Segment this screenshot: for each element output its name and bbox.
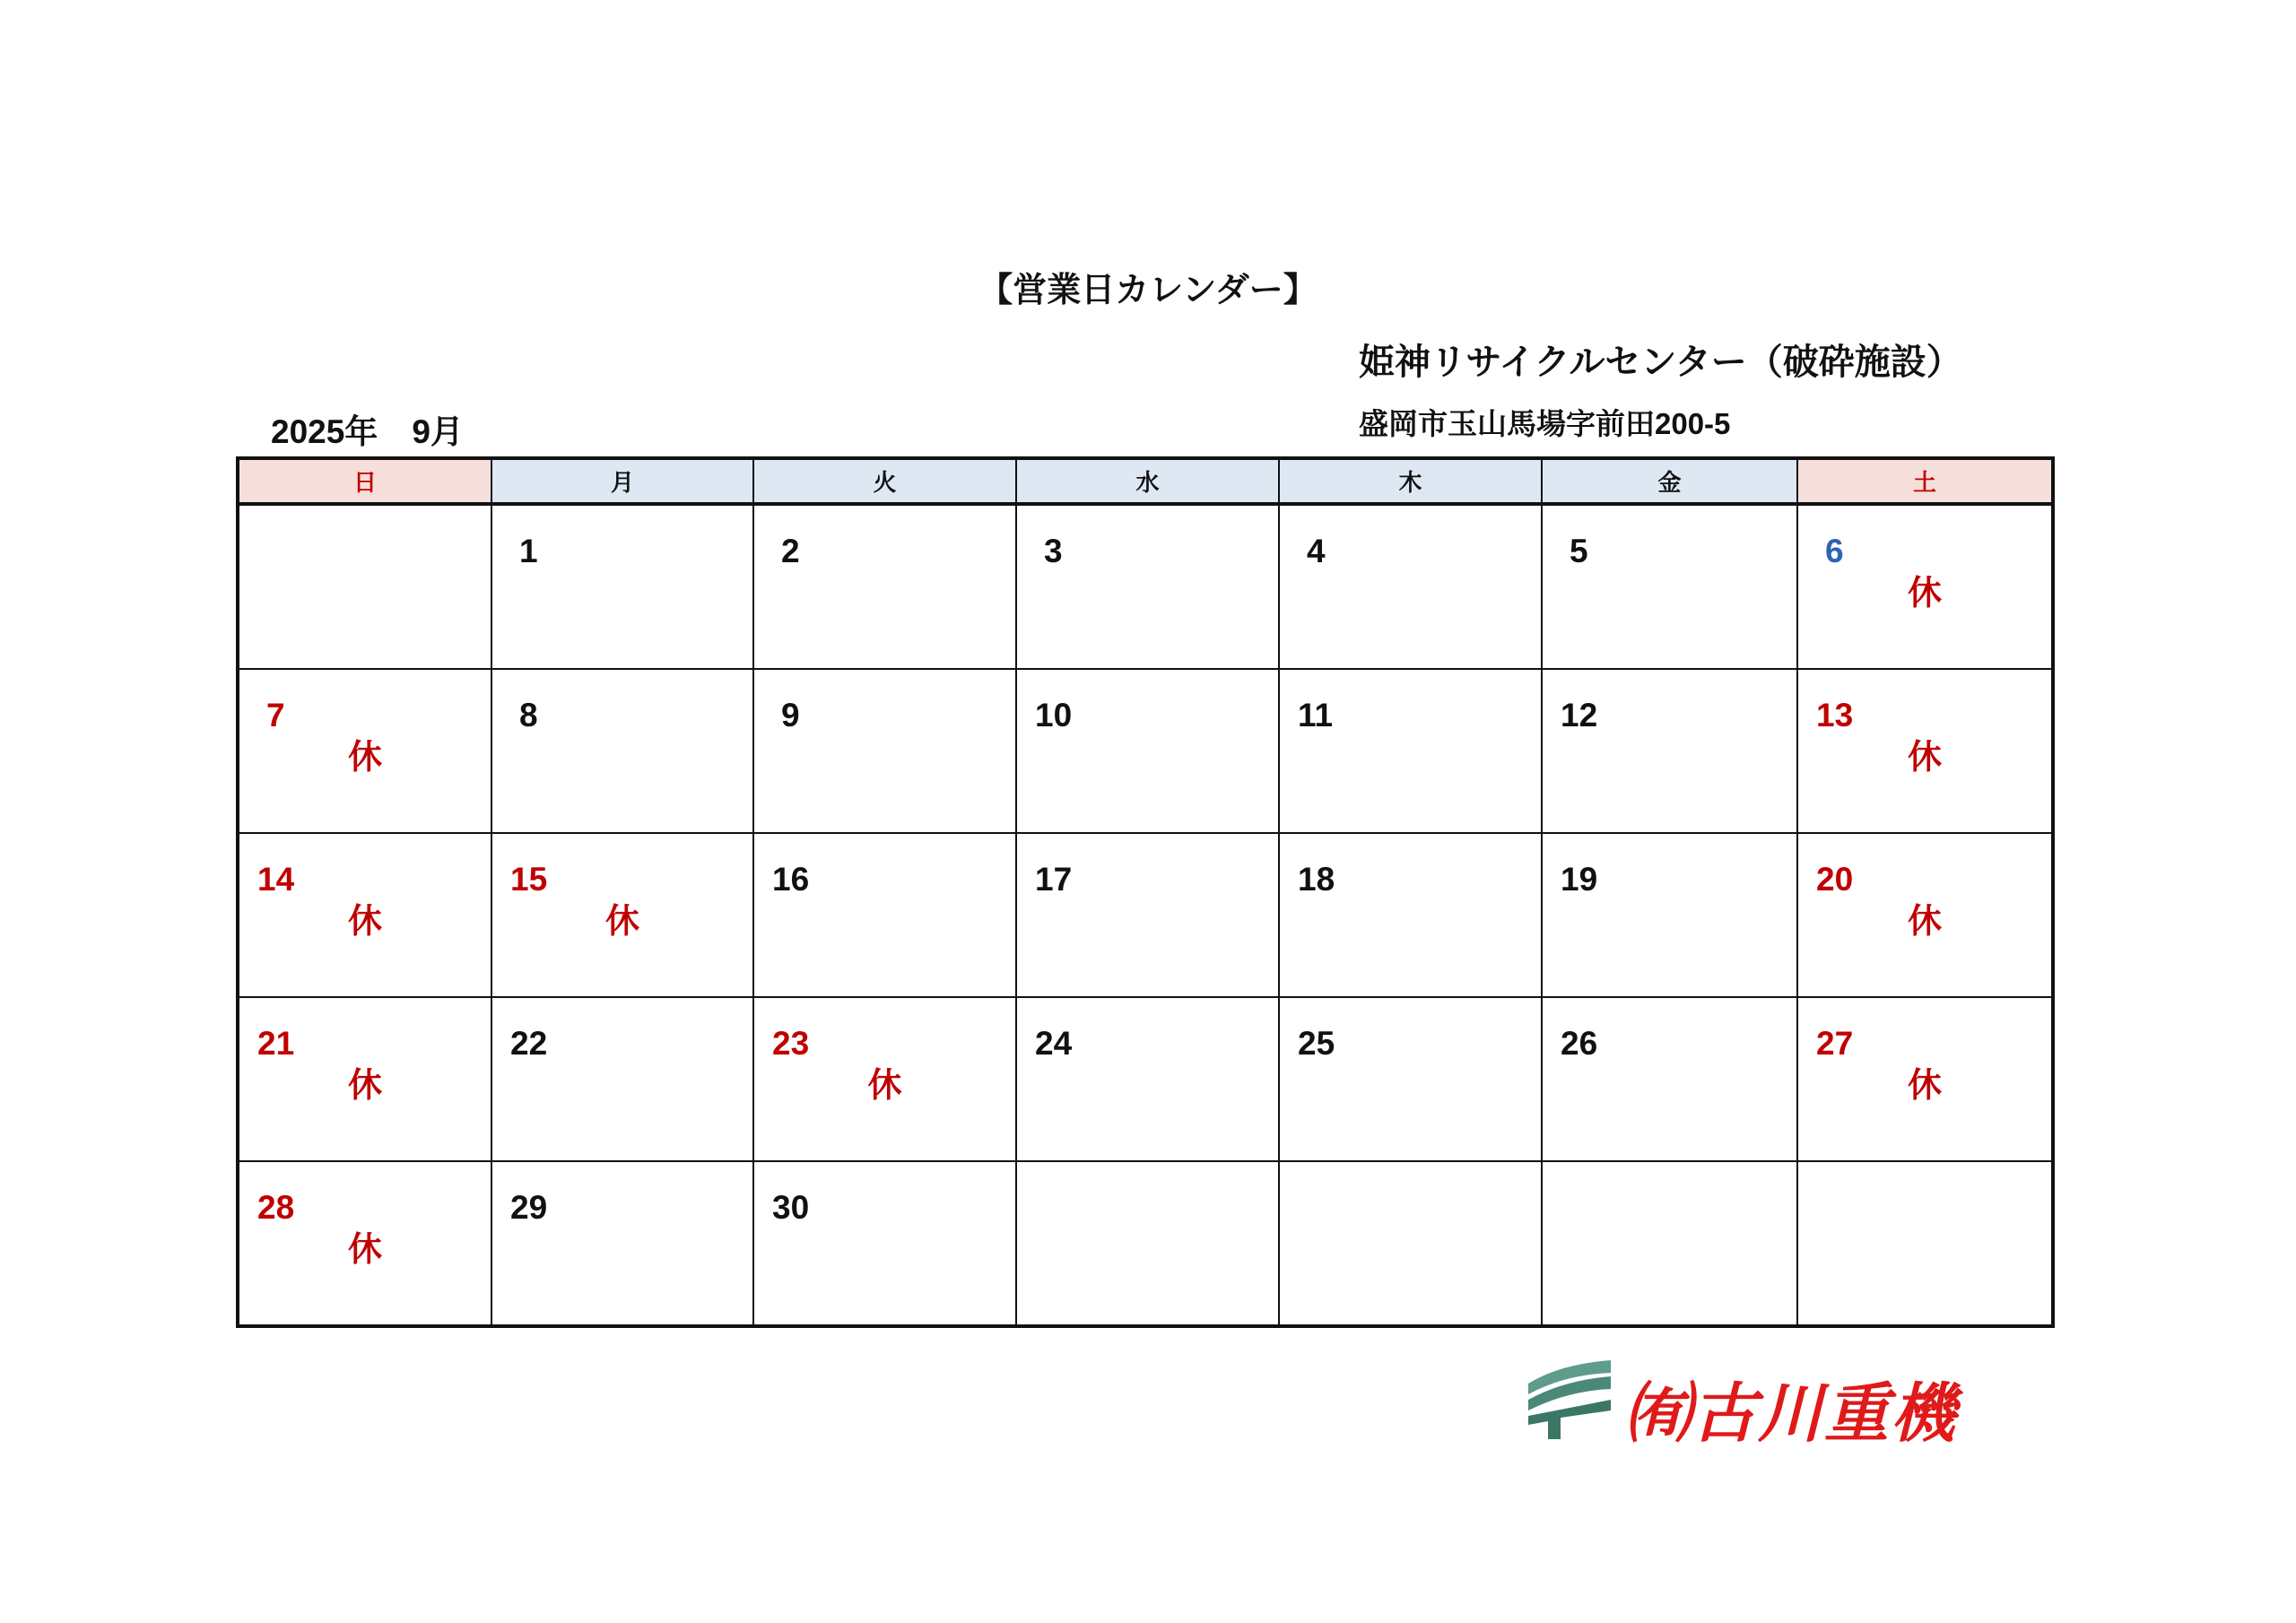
calendar-day-cell (238, 833, 491, 997)
page-title: 【営業日カレンダー】 (978, 272, 1318, 309)
day-number: 30 (772, 1189, 810, 1226)
weekday-header-sat: 土 (1797, 458, 2053, 504)
day-number: 29 (510, 1189, 548, 1226)
day-number: 28 (257, 1189, 295, 1226)
weekday-header-tue: 火 (753, 458, 1016, 504)
closed-marker: 休 (1907, 903, 1942, 941)
day-number: 18 (1298, 861, 1335, 898)
calendar-day-cell (753, 1161, 1016, 1326)
company-name: ㈲古川重機 (1625, 1376, 1958, 1451)
day-number: 27 (1816, 1025, 1854, 1062)
calendar-week-row (238, 504, 2053, 669)
closed-marker: 休 (1907, 739, 1942, 777)
weekday-header-fri: 金 (1542, 458, 1797, 504)
closed-marker: 休 (1907, 575, 1942, 612)
company-logo-mark (1525, 1358, 1614, 1439)
day-number: 4 (1307, 533, 1326, 569)
closed-marker: 休 (347, 1231, 382, 1269)
closed-marker: 休 (347, 1067, 382, 1105)
calendar-day-cell (753, 669, 1016, 833)
calendar-day-cell (753, 833, 1016, 997)
day-number: 25 (1298, 1025, 1335, 1062)
calendar-day-cell (1279, 997, 1542, 1161)
closed-marker: 休 (347, 903, 382, 941)
closed-marker: 休 (347, 739, 382, 777)
calendar-day-cell (1797, 997, 2053, 1161)
calendar-day-cell (1797, 669, 2053, 833)
year-label: 2025年 (271, 413, 378, 450)
day-number: 21 (257, 1025, 295, 1062)
day-number: 17 (1035, 861, 1073, 898)
calendar-day-cell (238, 1161, 491, 1326)
calendar-day-cell (1542, 1161, 1797, 1326)
calendar-table (236, 456, 2055, 1328)
closed-marker: 休 (867, 1067, 902, 1105)
day-number: 1 (519, 533, 538, 569)
month-label: 9月 (412, 413, 464, 450)
calendar-day-cell (1542, 504, 1797, 669)
calendar-body (238, 504, 2053, 1326)
calendar-day-cell (1016, 833, 1279, 997)
calendar-day-cell (1797, 1161, 2053, 1326)
calendar-day-cell (1016, 1161, 1279, 1326)
day-number: 14 (257, 861, 295, 898)
calendar-day-cell (1016, 504, 1279, 669)
day-number: 20 (1816, 861, 1854, 898)
company-logo (1525, 1354, 1991, 1451)
day-number: 12 (1561, 697, 1598, 733)
day-number: 2 (781, 533, 800, 569)
calendar-week-row (238, 833, 2053, 997)
calendar-day-cell (1279, 1161, 1542, 1326)
calendar-day-cell (238, 997, 491, 1161)
calendar-day-cell (1797, 833, 2053, 997)
closed-marker: 休 (1907, 1067, 1942, 1105)
calendar-day-cell (238, 669, 491, 833)
year-month (271, 404, 464, 453)
calendar-week-row (238, 1161, 2053, 1326)
calendar-day-cell (491, 669, 753, 833)
day-number: 9 (781, 697, 800, 733)
calendar-day-cell (753, 504, 1016, 669)
calendar-day-cell (1279, 504, 1542, 669)
calendar-day-cell (491, 997, 753, 1161)
day-number: 7 (266, 697, 285, 733)
calendar-day-cell (1542, 997, 1797, 1161)
day-number: 16 (772, 861, 810, 898)
calendar-day-cell (753, 997, 1016, 1161)
day-number: 6 (1825, 533, 1844, 569)
calendar-day-cell (238, 504, 491, 669)
day-number: 23 (772, 1025, 810, 1062)
weekday-header-thu: 木 (1279, 458, 1542, 504)
facility-address: 盛岡市玉山馬場字前田200-5 (1359, 407, 1731, 440)
facility-name: 姫神リサイクルセンター（破砕施設） (1359, 343, 1962, 382)
day-number: 11 (1298, 697, 1334, 733)
day-number: 24 (1035, 1025, 1073, 1062)
weekday-header-wed: 水 (1016, 458, 1279, 504)
day-number: 5 (1570, 533, 1588, 569)
day-number: 13 (1816, 697, 1854, 733)
weekday-header-row (238, 458, 2053, 504)
calendar-week-row (238, 669, 2053, 833)
calendar-day-cell (1797, 504, 2053, 669)
calendar-day-cell (1016, 669, 1279, 833)
calendar-day-cell (491, 1161, 753, 1326)
day-number: 19 (1561, 861, 1598, 898)
calendar-day-cell (1542, 833, 1797, 997)
calendar-day-cell (1279, 833, 1542, 997)
weekday-header-sun: 日 (238, 458, 491, 504)
weekday-header-mon: 月 (491, 458, 753, 504)
closed-marker: 休 (604, 903, 639, 941)
day-number: 26 (1561, 1025, 1598, 1062)
calendar-day-cell (1279, 669, 1542, 833)
day-number: 10 (1035, 697, 1073, 733)
day-number: 15 (510, 861, 548, 898)
calendar-day-cell (1016, 997, 1279, 1161)
day-number: 22 (510, 1025, 548, 1062)
calendar-day-cell (491, 833, 753, 997)
calendar-day-cell (1542, 669, 1797, 833)
day-number: 3 (1044, 533, 1063, 569)
calendar-week-row (238, 997, 2053, 1161)
day-number: 8 (519, 697, 538, 733)
calendar-day-cell (491, 504, 753, 669)
